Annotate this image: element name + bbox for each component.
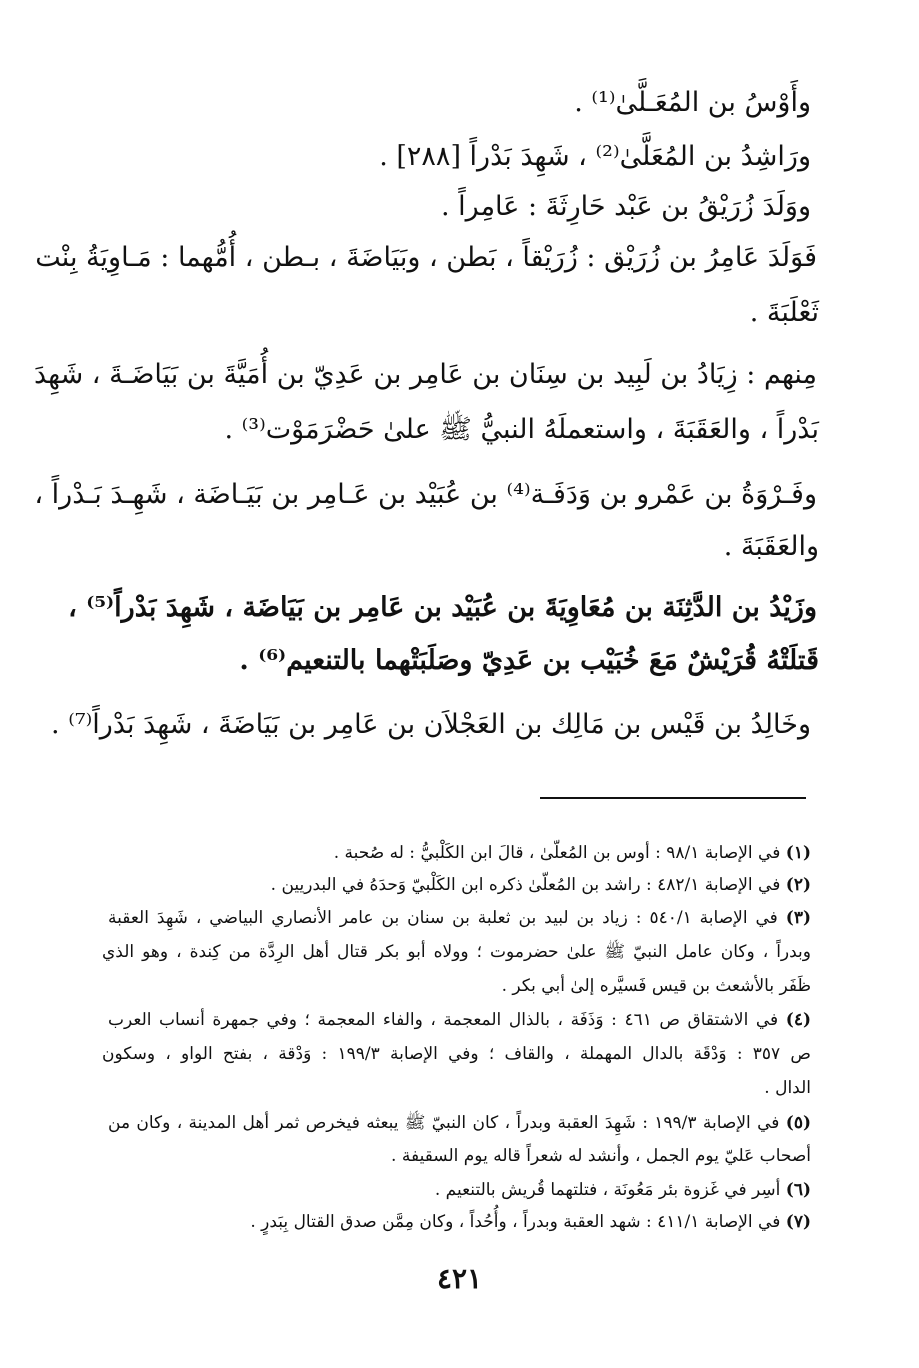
- footnote-text: في الإصابة ٤١١/١ : شهد العقبة وبدراً ، وأُحُداً ، وكان مِمَّن صدق القتال بِبَدرٍ .: [250, 1212, 781, 1232]
- body-line: مِنهم : زِيَادُ بن لَبِيد بن سِنَان بن عَامِر بن عَدِيّ بن أُمَيَّةَ بن بَيَاضَـةَ ، شَهِدَ: [33, 359, 817, 390]
- body-line: قَتلَتْهُ قُرَيْشٌ مَعَ خُبَيْب بن عَدِيّ وصَلَبَتْهما بالتنعيم⁽⁶⁾ .: [239, 645, 819, 676]
- footnote-text: في الإصابة ٥٤٠/١ : زياد بن لبيد بن ثعلبة بن سنان بن عامر الأنصاري البياضي ، شَهِدَ العقبة: [108, 908, 778, 928]
- body-line: وفَـرْوَةُ بن عَمْرو بن وَدَفَـة⁽⁴⁾ بن عُبَيْد بن عَـامِر بن بَيَـاضَة ، شَهِـدَ بَـدْراً ،: [34, 479, 817, 510]
- body-line: وخَالِدُ بن قَيْس بن مَالِك بن العَجْلاَن بن عَامِر بن بَيَاضَةَ ، شَهِدَ بَدْراً⁽⁷⁾ .: [51, 709, 811, 740]
- footnote-divider: [540, 797, 806, 799]
- footnote-number: (٢): [785, 875, 811, 895]
- footnote-line: وبدراً ، وكان عامل النبيّ ﷺ علىٰ حضرموت ؛ وولاه أبو بكر قتال أهل الرِدَّة من كِندة ، وهو الذي: [102, 942, 811, 962]
- body-line: وزَيْدُ بن الدَّثِنَة بن مُعَاوِيَةَ بن عُبَيْد بن عَامِر بن بَيَاضَة ، شَهِدَ بَدْراً⁽⁵⁾ ،: [68, 592, 817, 623]
- body-line: بَدْراً ، والعَقَبَةَ ، واستعملَهُ النبيُّ ﷺ علىٰ حَضْرَمَوْت⁽³⁾ .: [224, 414, 819, 445]
- footnote-line: ظَفَر بالأشعث بن قيس فَسيَّره إلىٰ أبي بكر .: [501, 976, 811, 996]
- footnote-number: (٧): [785, 1212, 811, 1232]
- body-line: ورَاشِدُ بن المُعَلَّىٰ⁽²⁾ ، شَهِدَ بَدْراً [٢٨٨] .: [379, 141, 811, 172]
- footnote-text: في الإصابة ٤٨٢/١ : راشد بن المُعلّىٰ ذكره ابن الكَلْبيّ وَحدَهُ في البدريين .: [270, 875, 781, 895]
- footnote-number: (١): [785, 843, 811, 863]
- footnote-line: الدال .: [764, 1078, 811, 1098]
- footnote-number: (٤): [785, 1010, 811, 1030]
- footnote-line: ص ٣٥٧ : وَدْقَة بالدال المهملة ، والقاف ؛ وفي الإصابة ١٩٩/٣ : وَدْقة ، بفتح الواو ، وسكون: [102, 1044, 811, 1064]
- footnote-7: [108, 1207, 811, 1237]
- body-line: ثَعْلَبَةَ .: [749, 297, 819, 328]
- footnote-number: (٥): [785, 1113, 812, 1133]
- footnote-text: في الإصابة ١٩٩/٣ : شَهِدَ العقبة وبدراً ، كان النبيّ ﷺ يبعثه فيخرص ثمر أهل المدينة ، وكان من: [108, 1113, 780, 1133]
- footnote-1: [108, 838, 811, 868]
- footnote-line: أصحاب عَليّ يوم الجمل ، وأنشد له شعراً قاله يوم السقيفة .: [391, 1146, 811, 1166]
- footnote-number: (٦): [785, 1180, 811, 1200]
- footnote-5: [108, 1108, 811, 1138]
- footnote-text: في الإصابة ٩٨/١ : أوس بن المُعلّىٰ ، قالَ ابن الكَلْبيُّ : له صُحبة .: [333, 843, 781, 863]
- footnote-2: [108, 870, 811, 900]
- footnote-text: أسِر في غَزوة بئر مَعُونَة ، فتلتهما قُريش بالتنعيم .: [434, 1180, 781, 1200]
- footnote-6: [108, 1175, 811, 1205]
- footnote-4: [108, 1005, 811, 1035]
- footnote-text: في الاشتقاق ص ٤٦١ : وَذَفَة ، بالذال المعجمة ، والفاء المعجمة ؛ وفي جمهرة أنساب العرب: [108, 1010, 779, 1030]
- body-line: والعَقَبَةَ .: [723, 531, 819, 562]
- footnote-3: [108, 903, 811, 933]
- footnote-number: (٣): [785, 908, 812, 928]
- body-line: فَوَلَدَ عَامِرُ بن زُرَيْق : زُرَيْقاً ، بَطن ، وبَيَاضَةَ ، بـطن ، أُمُّهما : مَـاوِيَةُ بِنْت: [35, 242, 817, 273]
- body-line: ووَلَدَ زُرَيْقُ بن عَبْد حَارِثَةَ : عَامِراً .: [441, 191, 811, 222]
- page-number: ٤٢١: [436, 1262, 483, 1295]
- body-line: وأَوْسُ بن المُعَـلَّىٰ⁽¹⁾ .: [574, 87, 811, 118]
